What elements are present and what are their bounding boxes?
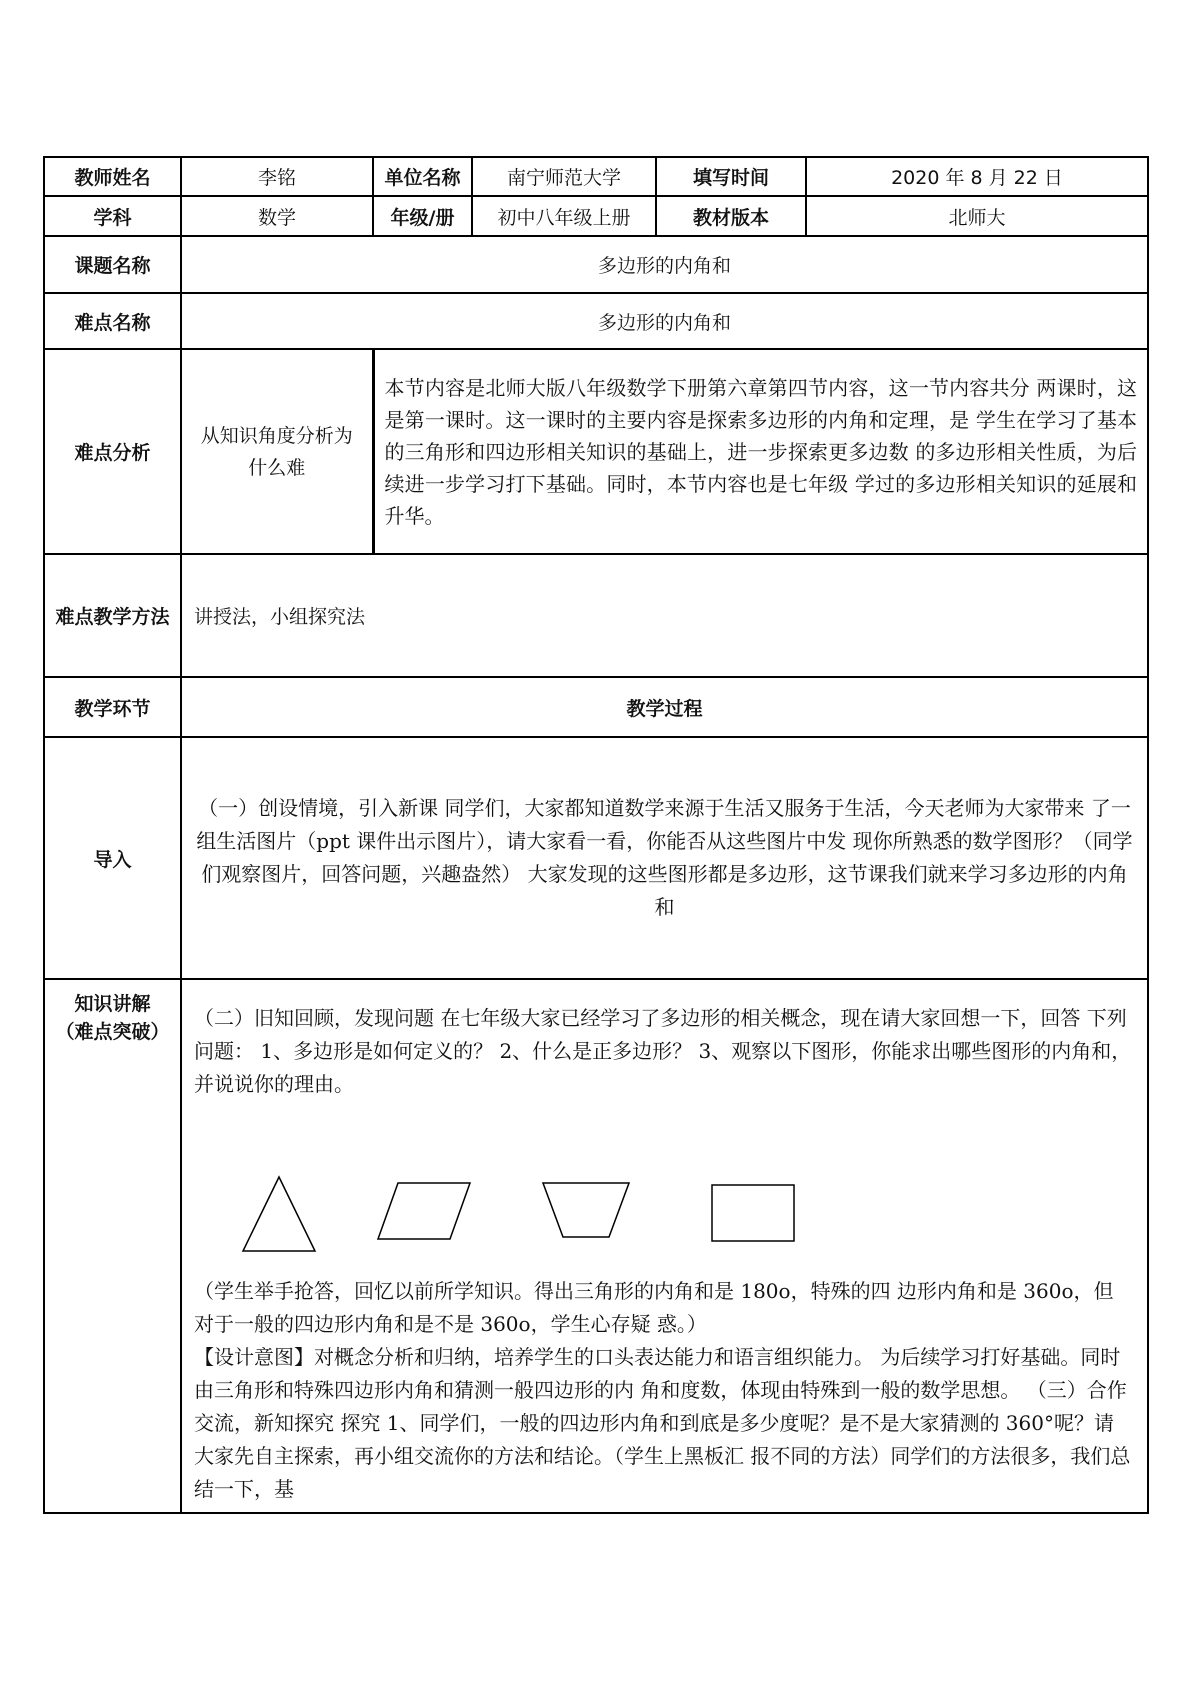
grade-label: 年级/册 (373, 196, 472, 236)
analysis-text: 本节内容是北师大版八年级数学下册第六章第四节内容，这一节内容共分 两课时，这是第一课时。这一课时的主要内容是探索多边形的内角和定理，是 学生在学习了基本的三角形和四边形相关知识的基础上，进一步探索更多边数 的多边形相关性质，为后续进一步学习打下基础。同时，本节内容也是七年级 学过的多边形相关知识的延展和升华。 (384, 376, 1137, 528)
lesson-plan-table (43, 156, 1149, 1514)
difficulty-value: 多边形的内角和 (181, 293, 1148, 349)
edition-value: 北师大 (806, 196, 1148, 236)
knowledge-sub-label: （难点突破） (55, 1021, 170, 1043)
teacher-name-value: 李铭 (181, 157, 373, 196)
method-value: 讲授法，小组探究法 (181, 554, 1148, 677)
analysis-cell (373, 349, 1148, 554)
process-label: 教学过程 (181, 677, 1148, 737)
topic-label: 课题名称 (44, 236, 181, 293)
grade-value: 初中八年级上册 (472, 196, 656, 236)
intro-cell (181, 737, 1148, 979)
trapezoid-shape (539, 1179, 633, 1241)
knowledge-text-2: （学生举手抢答，回忆以前所学知识。得出三角形的内角和是 180o，特殊的四 边形内角和是 360o，但对于一般的四边形内角和是不是 360o，学生心存疑 惑。） (194, 1279, 1114, 1336)
knowledge-cell (181, 979, 1148, 1513)
unit-value: 南宁师范大学 (472, 157, 656, 196)
analysis-label: 难点分析 (44, 349, 181, 554)
analysis-sub-label: 从知识角度分析为什么难 (181, 349, 373, 554)
difficulty-label: 难点名称 (44, 293, 181, 349)
edition-label: 教材版本 (656, 196, 806, 236)
knowledge-label-cell (44, 979, 181, 1513)
knowledge-text-3: 【设计意图】对概念分析和归纳，培养学生的口头表达能力和语言组织能力。 为后续学习打好基础。同时由三角形和特殊四边形内角和猜测一般四边形的内 角和度数，体现由特殊到一般的数学思想。 （三）合作交流，新知探究 探究 1、同学们，一般的四边形内角和到底是多少度呢？是不是大家猜测的 360°呢？请大家先自主探索，再小组交流你的方法和结论。（学生上黑板汇 报不同的方法）同学们的方法很多，我们总结一下，基 (194, 1345, 1131, 1501)
unit-label: 单位名称 (373, 157, 472, 196)
intro-text: （一）创设情境，引入新课 同学们，大家都知道数学来源于生活又服务于生活，今天老师为大家带来 了一组生活图片（ppt 课件出示图片），请大家看一看，你能否从这些图片中发 现你所熟悉的数学图形？（同学们观察图片，回答问题，兴趣盎然） 大家发现的这些图形都是多边形，这节课我们就来学习多边形的内角和 (196, 796, 1133, 919)
knowledge-label: 知识讲解 (74, 993, 151, 1015)
subject-label: 学科 (44, 196, 181, 236)
method-label: 难点教学方法 (44, 554, 181, 677)
topic-value: 多边形的内角和 (181, 236, 1148, 293)
date-value: 2020 年 8 月 22 日 (806, 157, 1148, 196)
knowledge-text-1: （二）旧知回顾，发现问题 在七年级大家已经学习了多边形的相关概念，现在请大家回想一下，回答 下列问题： 1、多边形是如何定义的？ 2、什么是正多边形？ 3、观察以下图形，你能求出哪些图形的内角和，并说说你的理由。 (194, 1006, 1132, 1096)
rectangle-shape (708, 1181, 798, 1245)
subject-value: 数学 (181, 196, 373, 236)
triangle-shape (239, 1173, 319, 1255)
stage-label: 教学环节 (44, 677, 181, 737)
date-label: 填写时间 (656, 157, 806, 196)
parallelogram-shape (374, 1179, 474, 1243)
intro-label: 导入 (44, 737, 181, 979)
shape-figures (194, 1101, 1133, 1281)
teacher-name-label: 教师姓名 (44, 157, 181, 196)
